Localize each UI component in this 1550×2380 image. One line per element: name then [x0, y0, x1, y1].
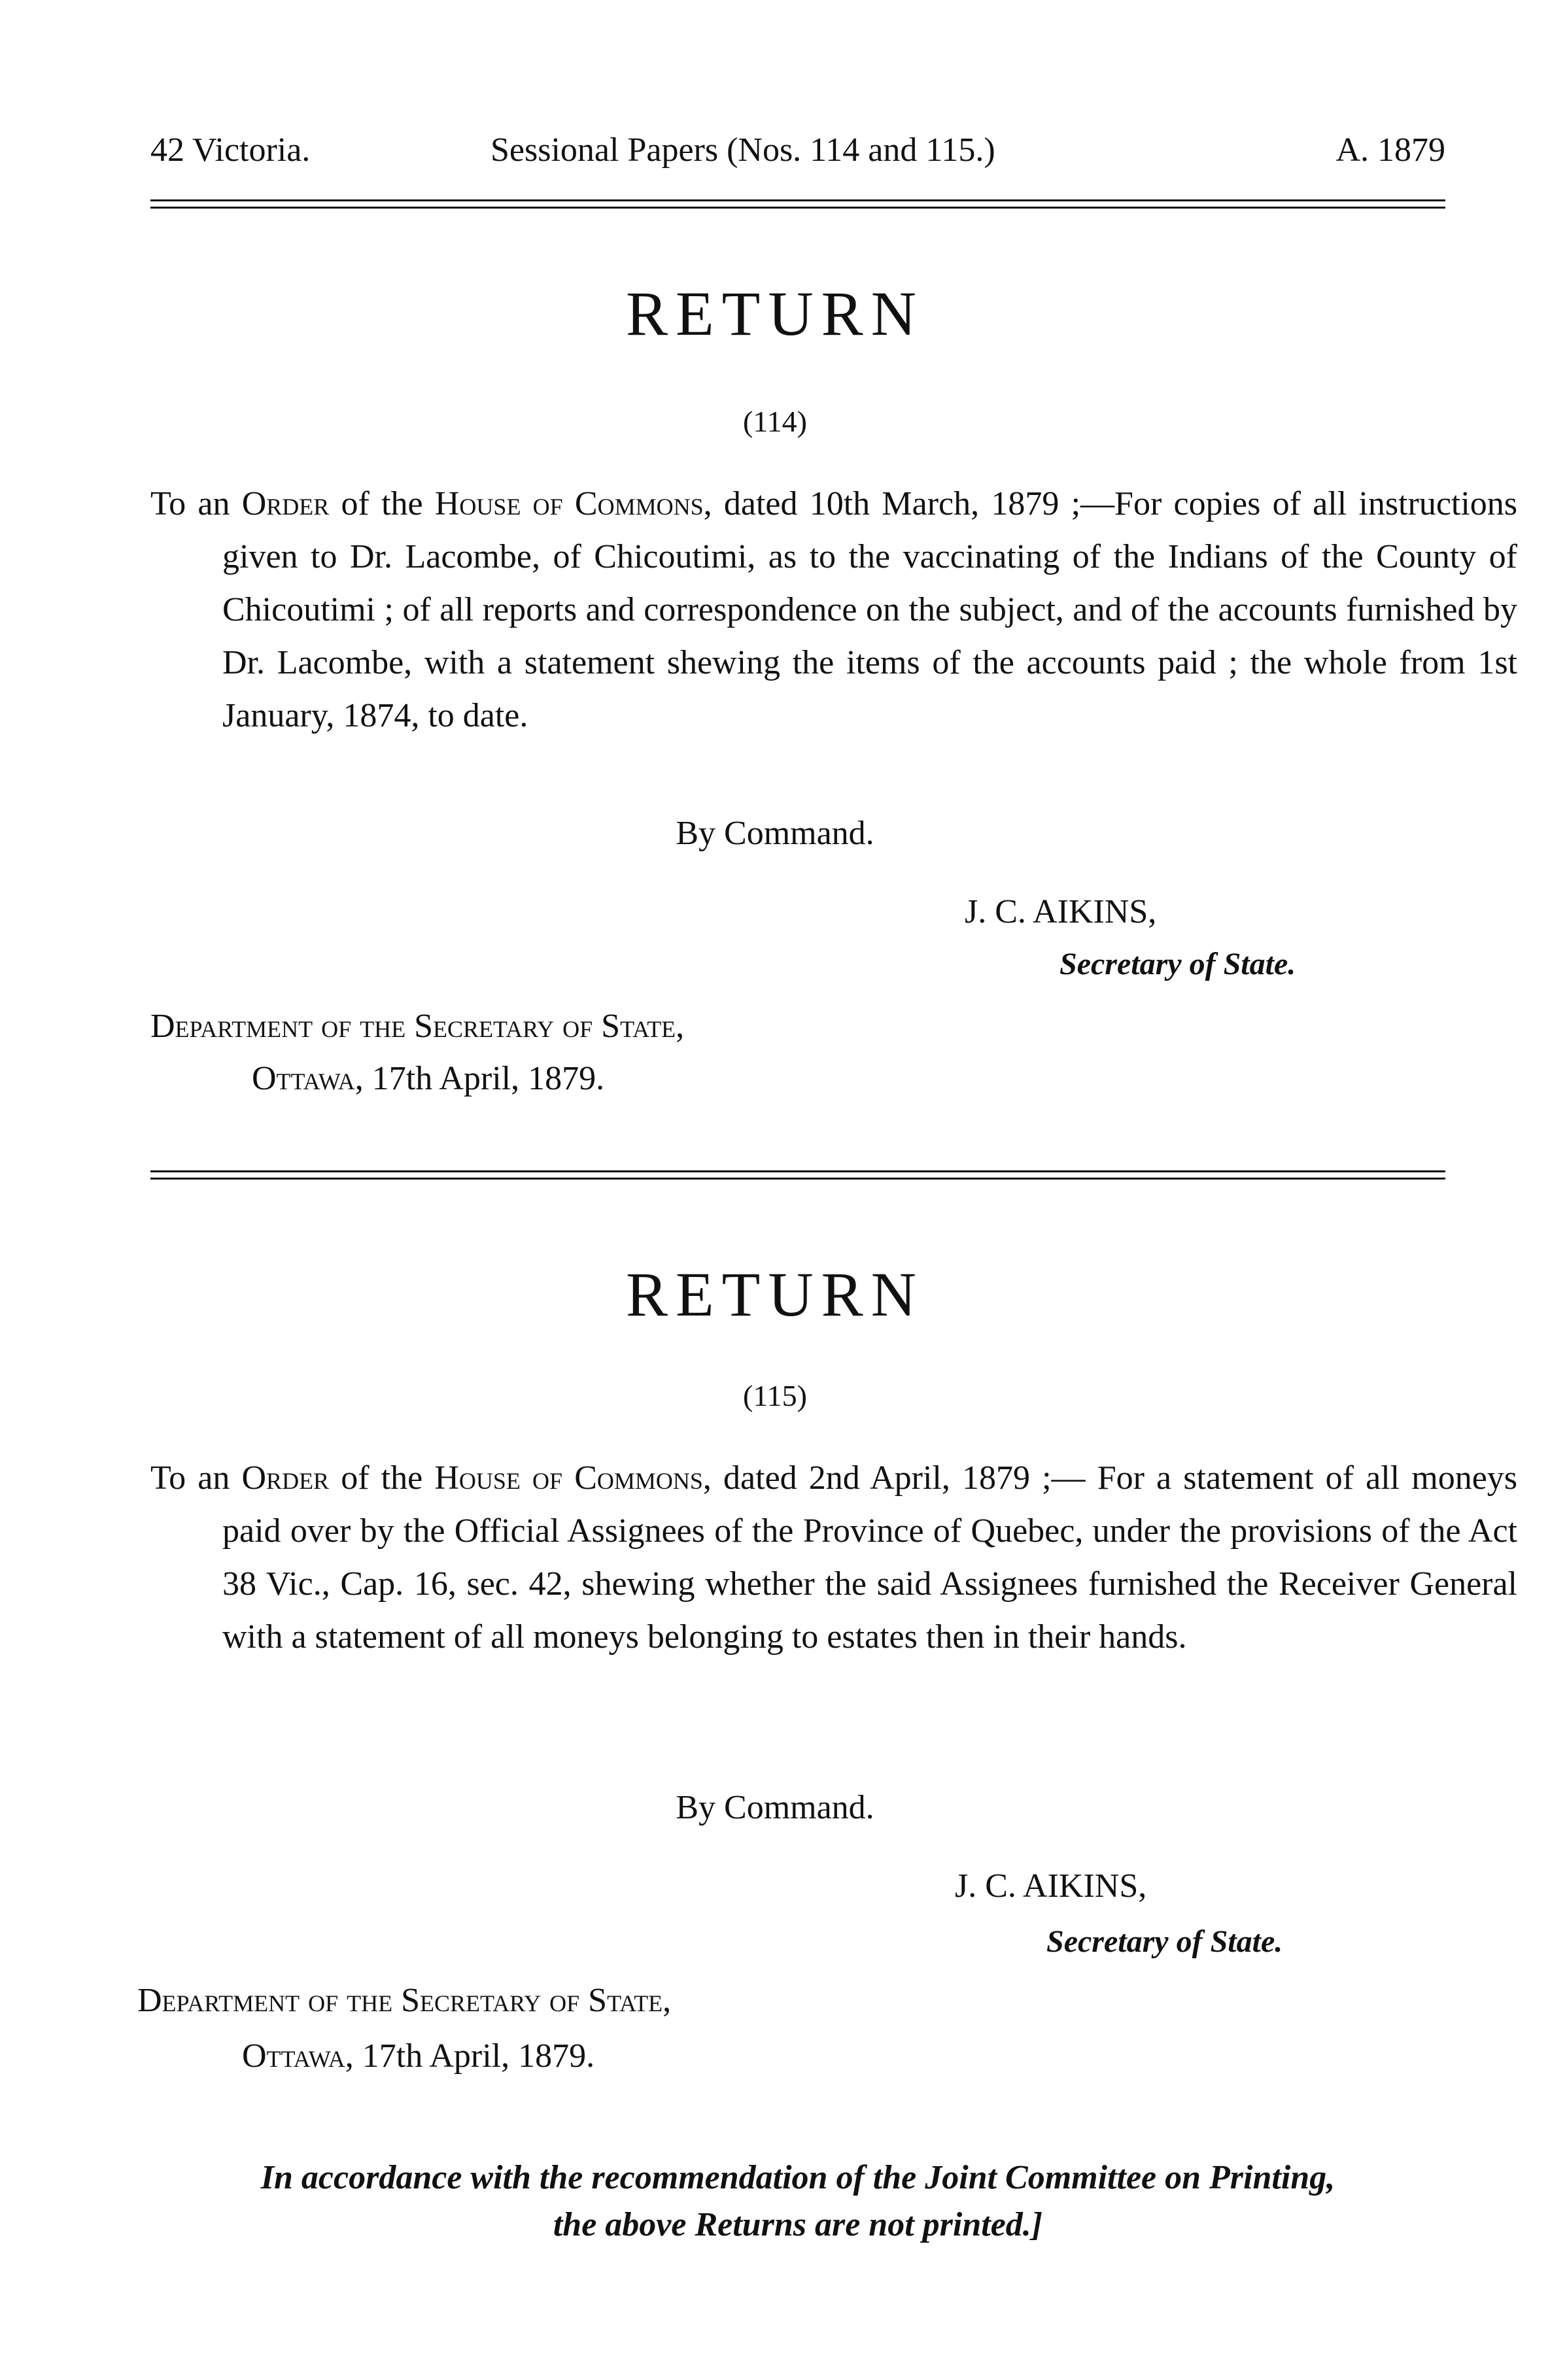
return-115-number: (115): [743, 1379, 807, 1412]
order-word: Order: [241, 485, 330, 522]
return-114-order: [150, 477, 1517, 742]
return-114-signatory: J. C. AIKINS,: [965, 893, 1157, 930]
return-115-department: Department of the Secretary of State,: [137, 1982, 672, 2019]
house-name: House of Commons: [434, 1459, 703, 1497]
header-title: Sessional Papers (Nos. 114 and 115.): [491, 131, 995, 169]
footnote-line-2: the above Returns are not printed.]: [553, 2206, 1043, 2243]
return-114-number: (114): [743, 405, 807, 438]
place: Ottawa: [252, 1060, 355, 1097]
header-volume: 42 Victoria.: [150, 131, 311, 169]
order-body: , dated 2nd April, 1879 ;— For a statement of all moneys paid over by the Official Assignees of the Province of Quebec, under the provisions of the Act 38 Vic., Cap. 16, sec. 42, shewing whether the said Assignees furnished the Receiver General with a statement of all moneys belonging to estates then in their hands.: [222, 1459, 1518, 1656]
return-115-by-command: By Command.: [676, 1789, 874, 1826]
return-115-heading: RETURN: [626, 1259, 924, 1329]
footnote: [150, 2154, 1445, 2249]
order-lead: To an: [150, 1459, 230, 1497]
order-word: Order: [241, 1459, 330, 1497]
order-mid: of the: [341, 1459, 423, 1497]
footnote-line-1: In accordance with the recommendation of the Joint Committee on Printing,: [260, 2159, 1335, 2196]
return-114-department: Department of the Secretary of State,: [150, 1008, 685, 1045]
date: , 17th April, 1879.: [354, 1060, 605, 1097]
house-name: House of Commons: [434, 485, 704, 522]
place: Ottawa: [242, 2037, 345, 2075]
return-114-heading: RETURN: [626, 279, 924, 348]
date: , 17th April, 1879.: [345, 2037, 595, 2075]
header-rule: [150, 199, 1445, 209]
order-mid: of the: [341, 485, 423, 522]
header-year: A. 1879: [1335, 131, 1445, 169]
return-114-place-date: [252, 1056, 604, 1102]
section-rule: [150, 1170, 1445, 1180]
return-115-place-date: [242, 2033, 594, 2079]
order-body: , dated 10th March, 1879 ;—For copies of all instructions given to Dr. Lacombe, of Chicoutimi, as to the vaccinating of the Indians of the County of Chicoutimi ; of all reports and correspondence on the subject, and of the accounts furnished by Dr. Lacombe, with a statement shewing the items of the accounts paid ; the whole from 1st January, 1874, to date.: [222, 485, 1518, 734]
return-115-signatory-title: Secretary of State.: [1046, 1924, 1283, 1959]
return-115-order: [150, 1452, 1517, 1663]
order-lead: To an: [150, 485, 230, 522]
running-header: [150, 128, 1445, 173]
return-114-by-command: By Command.: [676, 815, 874, 852]
return-115-signatory: J. C. AIKINS,: [955, 1867, 1147, 1905]
return-114-signatory-title: Secretary of State.: [1059, 947, 1296, 981]
